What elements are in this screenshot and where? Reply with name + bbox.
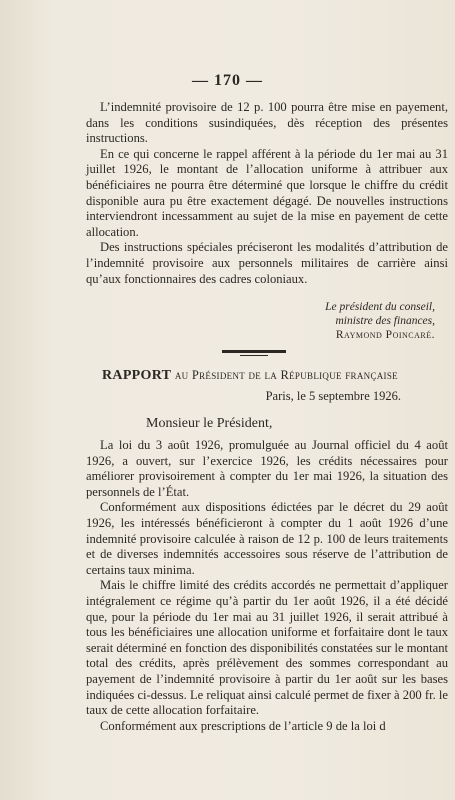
report-text-block	[86, 438, 448, 734]
dateline: Paris, le 5 septembre 1926.	[265, 389, 401, 403]
report-heading	[102, 368, 448, 384]
top-text-block	[86, 100, 448, 287]
paragraph: Conformément aux prescriptions de l’article 9 de la loi d	[100, 718, 386, 733]
section-divider	[222, 350, 286, 353]
paragraph: Des instructions spéciales préciseront les modalités d’attribution de l’indemnité provisoire aux personnels militaires de carrière ainsi qu’aux fonctionnaires des cadres coloniaux.	[86, 240, 448, 286]
report-heading-main: RAPPORT	[102, 368, 172, 383]
paragraph: La loi du 3 août 1926, promulguée au Journal officiel du 4 août 1926, a ouvert, sur l’exercice 1926, les crédits nécessaires pour améliorer provisoirement à compter du 1er mai 1926, la situation des personnels de l’État.	[86, 438, 448, 499]
salutation: Monsieur le Président,	[146, 416, 273, 431]
signature-title-line: ministre des finances,	[335, 315, 435, 327]
paragraph: En ce qui concerne le rappel afférent à la période du 1er mai au 31 juillet 1926, le montant de l’allocation uniforme à attribuer aux bénéficiaires ne pourra être déterminé que lorsque le chiffre du crédit disponible aura pu être exactement dégagé. De nouvelles instructions interviendront incessamment au sujet de la mise en payement de cette allocation.	[86, 146, 448, 239]
paragraph: Conformément aux dispositions édictées par le décret du 29 août 1926, les intéressés bénéficieront à compter du 1 août 1926 d’une indemnité provisoire calculée à raison de 12 p. 100 de leurs traitements et de diverses indemnités accessoires sous réserve de l’attribution de certains taux minima.	[86, 500, 448, 577]
page-number: — 170 —	[192, 72, 263, 89]
report-heading-rest: au Président de la République française	[174, 368, 398, 382]
signature-title-line: Le président du conseil,	[325, 301, 435, 313]
paragraph: Mais le chiffre limité des crédits accordés ne permettait d’appliquer intégralement ce régime qu’à partir du 1er août 1926, il a été décidé que, pour la période du 1er mai au 31 juillet 1926, il serait attribué à tous les bénéficiaires une allocation uniforme et forfaitaire dont le taux serait déterminé en fonction des disponibilités constatées sur le montant total des crédits, après prélèvement des sommes correspondant au payement de l’indemnité provisoire à partir du 1er août sur les bases indiquées ci-dessus. Le reliquat ainsi calculé permet de fixer à 200 fr. le taux de cette allocation forfaitaire.	[86, 578, 448, 718]
signature-name: Raymond Poincaré.	[335, 329, 435, 341]
paragraph: L’indemnité provisoire de 12 p. 100 pourra être mise en payement, dans les conditions susindiquées, dès réception des présentes instructions.	[86, 100, 448, 146]
signature-block	[325, 300, 435, 342]
